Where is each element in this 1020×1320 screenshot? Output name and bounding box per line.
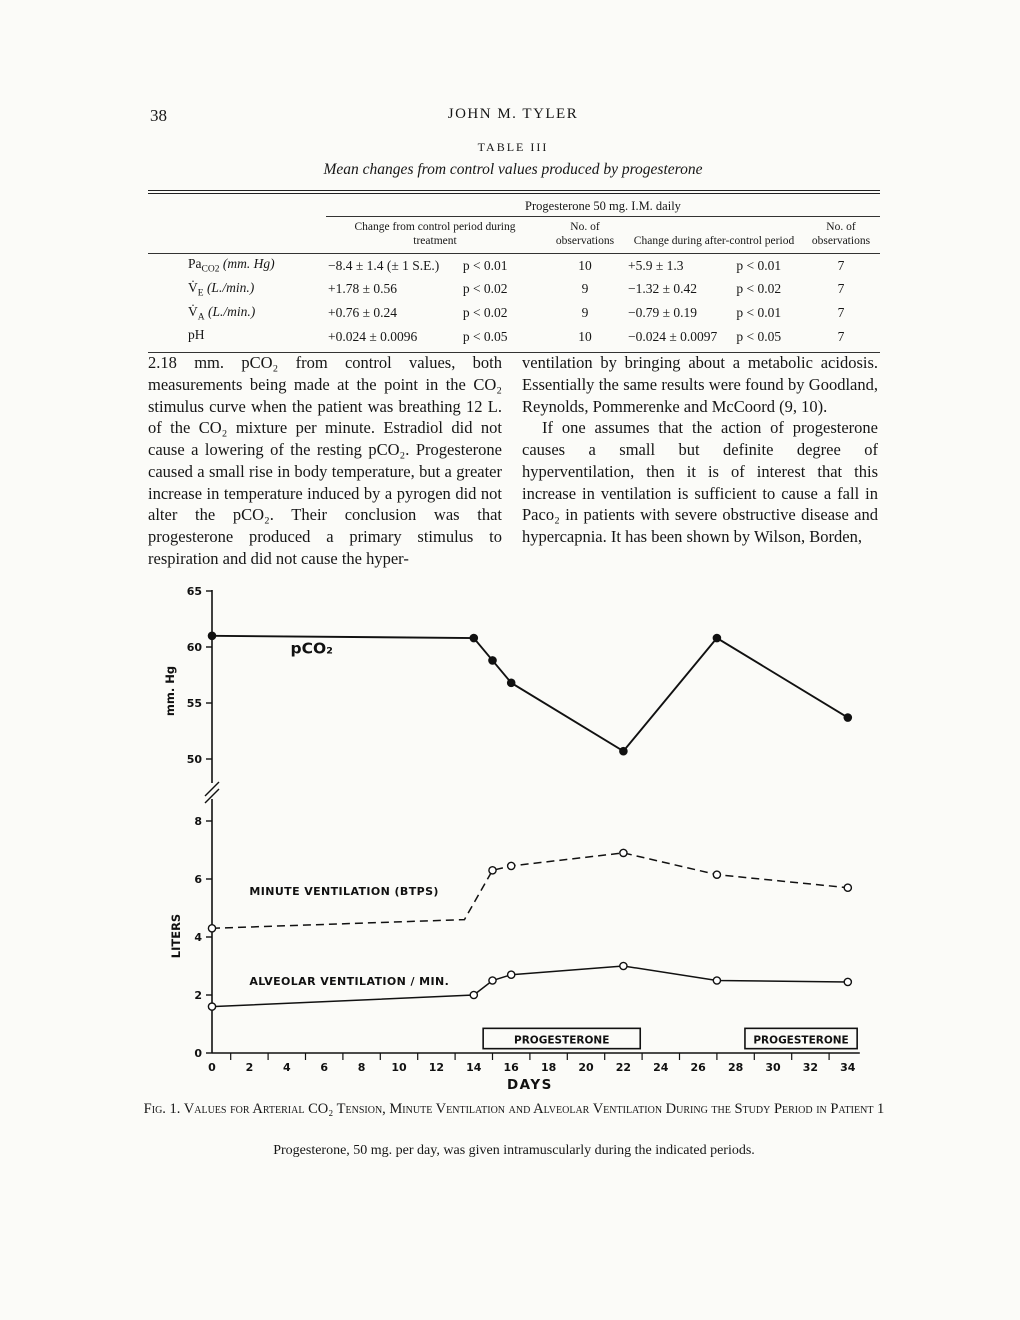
table-row: [148, 325, 880, 353]
x-tick-label: 20: [578, 1061, 594, 1074]
treatment-change: −8.4 ± 1.4 (± 1 S.E.): [328, 257, 440, 273]
alveolar-ventilation-point: [208, 1003, 215, 1010]
after-p: p < 0.01: [736, 304, 782, 320]
alveolar-ventilation-label: ALVEOLAR VENTILATION / MIN.: [249, 974, 450, 988]
pCO2-point: [208, 632, 215, 639]
n-observations: 10: [578, 257, 592, 273]
minute-ventilation-point: [208, 925, 215, 932]
param-symbol: V̇: [188, 303, 198, 319]
treatment-change: +0.76 ± 0.24: [328, 304, 398, 320]
x-tick-label: 0: [208, 1061, 216, 1074]
page-header: [148, 106, 878, 123]
x-tick-label: 12: [428, 1061, 445, 1074]
running-head: JOHN M. TYLER: [447, 106, 579, 122]
y-tick-label: 2: [194, 989, 202, 1002]
y-tick-label: 6: [194, 873, 202, 886]
x-tick-label: 28: [727, 1061, 744, 1074]
treatment-change: +1.78 ± 0.56: [328, 281, 398, 297]
x-tick-label: 10: [391, 1061, 407, 1074]
paragraph: ventilation by bringing about a metabolic acidosis. Essentially the same results were found by Goodland, Reynolds, Pommerenke and McCoord (9, 10).: [522, 353, 878, 416]
n-observations: 9: [581, 304, 589, 320]
treatment-p: p < 0.02: [462, 304, 508, 320]
after-change: −0.79 ± 0.19: [628, 304, 698, 320]
y-tick-label: 65: [186, 586, 202, 598]
figure-subcaption: Progesterone, 50 mg. per day, was given intramuscularly during the indicated periods.: [273, 1143, 755, 1158]
body-column-left: 2.18 mm. pCO₂ from control values, both measurements being made at the point in the CO₂ stimulus curve when the patient was breathing 12 L. of the CO₂ mixture per minute. Estradiol did not cause a lowering of the resting pCO₂. Progesterone caused a small rise in body temperature, but a greater increase in temperature induced by a pyrogen did not alter the pCO₂. Their conclusion was that progesterone produced a primary stimulus to respiration and did not cause the hyper-: [148, 353, 502, 568]
y-tick-label: 0: [194, 1047, 202, 1060]
x-tick-label: 4: [282, 1061, 291, 1074]
alveolar-ventilation-point: [620, 962, 627, 969]
x-tick-label: 2: [245, 1061, 254, 1074]
column-header-after: Change during after-control period: [626, 217, 802, 254]
n-observations: 10: [578, 328, 592, 344]
after-p: p < 0.05: [736, 328, 782, 344]
after-p: p < 0.02: [736, 281, 782, 297]
minute-ventilation-point: [713, 871, 720, 878]
minute-ventilation-point: [508, 862, 515, 869]
y-tick-label: 55: [186, 697, 202, 710]
column-header-n1: No. of observations: [544, 217, 626, 254]
x-tick-label: 8: [357, 1061, 366, 1074]
alveolar-ventilation-point: [489, 977, 496, 984]
x-tick-label: 34: [840, 1061, 856, 1074]
minute-ventilation-label: MINUTE VENTILATION (BTPS): [249, 884, 439, 898]
table-group-header: Progesterone 50 mg. I.M. daily: [326, 196, 880, 217]
pCO2-point: [713, 634, 720, 641]
x-tick-label: 30: [765, 1061, 781, 1074]
x-tick-label: 26: [690, 1061, 706, 1074]
param-unit: (L./min.): [208, 303, 256, 319]
body-column-right: [522, 352, 878, 548]
treatment-p: p < 0.01: [462, 257, 508, 273]
treatment-p: p < 0.05: [462, 328, 508, 344]
y-tick-label: 8: [194, 815, 202, 828]
alveolar-ventilation-point: [470, 991, 477, 998]
table-top-rule: [148, 190, 880, 194]
x-tick-label: 24: [653, 1061, 669, 1074]
pCO2-point: [489, 657, 496, 664]
table-label: TABLE III: [477, 140, 549, 154]
figure-1: [150, 586, 874, 1102]
after-p: p < 0.01: [736, 257, 782, 273]
y-tick-label: 60: [186, 641, 202, 654]
minute-ventilation-point: [620, 849, 627, 856]
pCO2-point: [470, 634, 477, 641]
x-tick-label: 18: [540, 1061, 557, 1074]
alveolar-ventilation-point: [713, 977, 720, 984]
x-tick-label: 16: [503, 1061, 519, 1074]
param-unit: (mm. Hg): [222, 256, 275, 272]
progesterone-box-label: PROGESTERONE: [753, 1034, 849, 1047]
n-observations: 7: [837, 304, 845, 320]
table-title: Mean changes from control values produced by progesterone: [323, 161, 703, 178]
pCO2-point: [508, 679, 515, 686]
param-unit: (L./min.): [206, 279, 255, 295]
table-row: $V̇_E$ (L./min.) +1.78 ± 0.56 p < 0.02 9 −1.32 ± 0.42 p < 0.02 7: [148, 277, 880, 301]
progesterone-box-label: PROGESTERONE: [514, 1034, 610, 1047]
param-symbol: pH: [188, 327, 205, 343]
pCO2-point: [620, 748, 627, 755]
after-change: +5.9 ± 1.3: [628, 257, 684, 273]
pCO2-point: [844, 714, 851, 721]
treatment-p: p < 0.02: [462, 281, 508, 297]
x-tick-label: 22: [615, 1061, 632, 1074]
page-number: 38: [150, 106, 167, 125]
paragraph: If one assumes that the action of progesterone causes a small but definite degree of hyperventilation, then it is of interest that this increase in ventilation is sufficient to cause a fall in Paco₂ in patients with severe obstructive disease and hypercapnia. It has been shown by Wilson, Borden,: [522, 418, 878, 547]
param-symbol: Pa: [188, 256, 202, 272]
param-symbol: V̇: [188, 279, 198, 295]
n-observations: 7: [837, 257, 845, 273]
treatment-change: +0.024 ± 0.0096: [328, 328, 418, 344]
figure-caption: Fig. 1. Values for Arterial CO₂ Tension, Minute Ventilation and Alveolar Ventilation During the Study Period in Patient 1: [143, 1101, 885, 1117]
pCO2-label: pCO₂: [290, 639, 333, 658]
after-change: −0.024 ± 0.0097: [628, 328, 718, 344]
table-row: $V̇_A$ (L./min.) +0.76 ± 0.24 p < 0.02 9 −0.79 ± 0.19 p < 0.01 7: [148, 301, 880, 325]
y-tick-label: 4: [194, 931, 202, 944]
alveolar-ventilation-point: [844, 978, 851, 985]
x-axis-label: DAYS: [506, 1077, 553, 1093]
mmhg-axis-label: mm. Hg: [163, 665, 177, 717]
n-observations: 7: [837, 328, 845, 344]
n-observations: 9: [581, 281, 589, 297]
minute-ventilation-point: [489, 867, 496, 874]
column-header-n2: No. of observations: [802, 217, 880, 254]
table-row: $Pa_{CO2}$ (mm. Hg) −8.4 ± 1.4 (± 1 S.E.) p < 0.01 10 +5.9 ± 1.3 p < 0.01 7: [148, 253, 880, 277]
figure-chart: [150, 586, 874, 1102]
y-tick-label: 50: [186, 753, 202, 766]
liters-axis-label: LITERS: [169, 913, 183, 959]
n-observations: 7: [837, 281, 845, 297]
x-tick-label: 6: [320, 1061, 329, 1074]
minute-ventilation-point: [844, 884, 851, 891]
x-tick-label: 14: [466, 1061, 482, 1074]
column-header-treatment: Change from control period during treatment: [326, 217, 544, 254]
data-table: [148, 190, 880, 353]
x-tick-label: 32: [802, 1061, 819, 1074]
axis-break-mark: [205, 782, 219, 796]
after-change: −1.32 ± 0.42: [628, 281, 698, 297]
alveolar-ventilation-point: [508, 971, 515, 978]
